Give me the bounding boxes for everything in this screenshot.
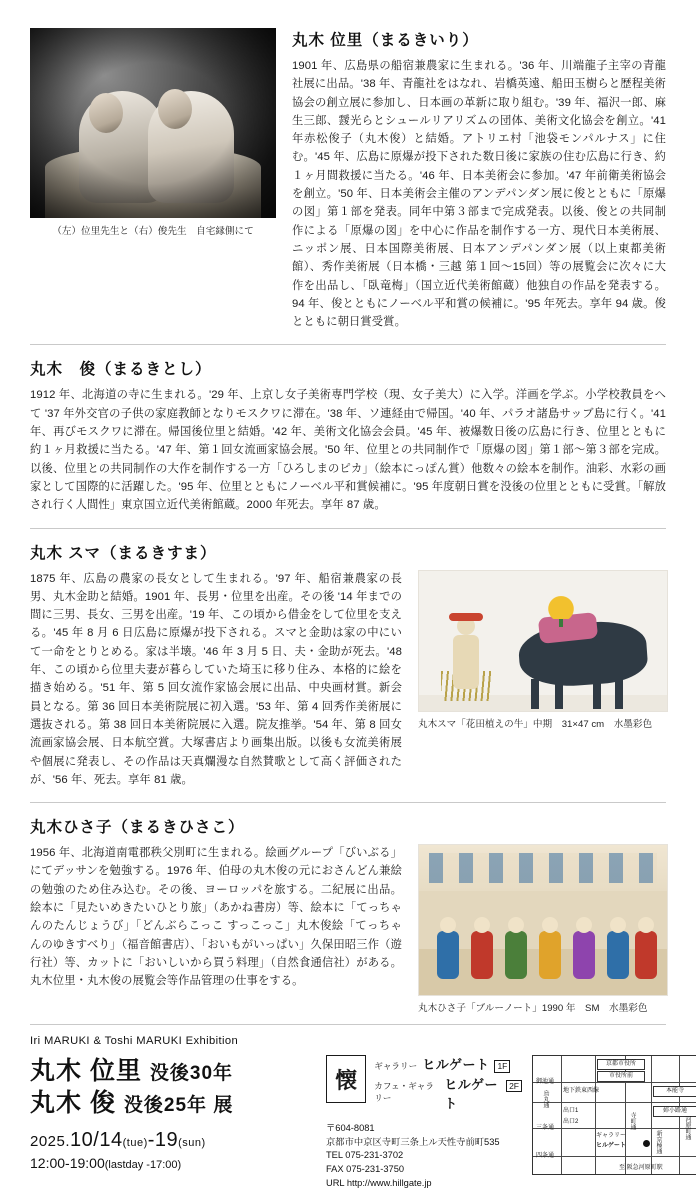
- exhibition-dates: [30, 1129, 316, 1152]
- artist-bio-suma: 1875 年、広島の農家の長女として生まれる。'97 年、船宿兼農家の長男、丸木金助と結婚。1901 年、長男・位里を出産。その後 '14 年までの間に三男、長女、三男を出産。'19 年、この頃から借金をして位里を支える。'45 年 8 月 6 日広島に原爆が投下される。スマと金助は家の中にいて一命をとりとめる。家は半壊。'46 年 3 月 5 日、夫・金助が死去。'48 年、この頃から位里夫妻が暮らしていた埼玉に移り住み、本格的に絵を描き始める。'51 年、第 5 回女流作家協会展に出品、中央画材賞。新会員となる。第 36 回日本美術院展に初入選。'53 年、第 4 回秀作美術展に選抜される。第 38 回日本美術院展に入選。院友推挙。'54 年、第 8 回女流画家協会展、日本航空賞。大塚書店より画集出版。以後も女流美術展や個展に発表し、その作品は天真爛漫な自然賛歌として高く評価されたが、'56 年、死去。享年 81 歳。: [30, 572, 402, 786]
- gallery-name: ヒルゲート: [444, 1076, 498, 1112]
- photo-column: [30, 28, 276, 237]
- gallery-floor: 1F: [494, 1060, 510, 1073]
- iri-text-column: [292, 28, 666, 331]
- artist-name-toshi: 丸木 俊（まるきとし）: [30, 361, 212, 379]
- map-location-pin: [643, 1140, 650, 1147]
- artwork-suma-image: [418, 570, 668, 712]
- section-suma: [30, 541, 666, 790]
- gallery-info-column: [326, 1055, 522, 1191]
- portrait-photo: [30, 28, 276, 218]
- title-anniversary-1: 没後30年: [149, 1063, 234, 1085]
- map-label-to-hankyu: 至 阪急河原町駅: [619, 1165, 663, 1172]
- artwork-hisako-caption: 丸木ひさ子「ブルーノート」1990 年 SM 水墨彩色: [418, 1003, 648, 1015]
- map-label-shiyakushomae: 市役所前: [597, 1071, 645, 1082]
- map-label-teramachi: 寺町通: [629, 1112, 635, 1131]
- portrait-photo-caption: （左）位里先生と（右）俊先生 自宅縁側にて: [52, 226, 254, 237]
- exhibition-title-line-2: [30, 1087, 316, 1119]
- exhibition-info-block: [30, 1024, 690, 1191]
- artwork-hisako-image: [418, 844, 668, 996]
- map-label-oike: 御池通: [536, 1079, 555, 1086]
- address-tel: TEL 075-231-3702: [326, 1150, 404, 1161]
- map-label-exit1: 出口1: [563, 1108, 579, 1115]
- artist-name-suma: 丸木 スマ（まるきすま）: [30, 544, 217, 562]
- artwork-suma-column: [418, 570, 666, 730]
- map-label-honnoji: 本能寺: [653, 1086, 696, 1097]
- gallery-floor: 2F: [506, 1080, 522, 1093]
- artist-bio-hisako: 1956 年、北海道南電郡秩父別町に生まれる。絵画グループ「びいぶる」にてデッサンを勉強する。1976 年、伯母の丸木俊の元におさんどん兼絵の勉強のため住み込む。その後、ヨーロッパを旅する。二紀展に出品。絵本に「見たいめきたいひとり旅」（あかね書房）等、絵本に「てっちゃんのたんじょうび」「どんぶらこっこ すっこっこ」丸木俊絵「てっちゃんのゆきすべり」（福音館書店）、「おいもがいっぱい」久保田昭三作（遊行社）等、カットに「おいしいから買う料理」（自然食通信社）がある。丸木位里・丸木俊の展覧会等作品管理の仕事をする。: [30, 847, 402, 988]
- section-hisako: [30, 815, 666, 1014]
- title-anniversary-2: 没後25年 展: [123, 1095, 234, 1117]
- map-label-kawaramachi: 河原町通: [684, 1116, 690, 1141]
- gallery-kind: ギャラリー: [374, 1061, 418, 1072]
- divider-3: [30, 802, 666, 803]
- hours-note: (lastday -17:00): [104, 1159, 182, 1172]
- map-label-hillgate: ヒルゲート: [596, 1143, 626, 1150]
- gallery-logo: 懐: [326, 1055, 366, 1103]
- artwork-hisako-column: [418, 844, 666, 1014]
- artist-bio-iri: 1901 年、広島県の船宿兼農家に生まれる。'36 年、川端龍子主宰の青龍社展に出品。'38 年、青龍社をはなれ、岩橋英遠、船田玉樹らと歴程美術協会の創立展に参加し、日本画の革新に取り組む。'39 年、福沢一郎、麻生三郎、靉光らとシュールリアリズムの団体、美術文化協会を創立。'41 年赤松俊子（丸木俊）と結婚。アトリエ村「池袋モンパルナス」に住む。'45 年、広島に原爆が投下された数日後に家族の住む広島に行き、約１ヶ月間救援に当たる。'46 年、日本美術会に参加。'47 年前衛美術協会を創立。'50 年、日本美術会主催のアンデパンダン展に俊とともに「原爆の図」第１部を発表。同年中第３部まで完成発表。以後、俊との共同制作による「原爆の図」を中心に作品を制作する一方、現代日本美術展、ニッポン展、日本国際美術展、日本アンデパンダン展（以上東都美術館）、秀作美術展（日本橋・三越 第１回～15回）等の展覧会に次々に大作を出品し、「臥竜梅」（国立近代美術館蔵）他独自の作品を発表する。94 年、俊とともにノーベル平和賞の候補に。'95 年死去。享年 94 歳。俊とともに朝日賞受賞。: [292, 60, 666, 329]
- gallery-row: [374, 1075, 522, 1114]
- exhibition-title-line-1: [30, 1055, 316, 1087]
- artist-name-hisako: 丸木ひさ子（まるきひさこ）: [30, 819, 245, 837]
- map-label-karasuma: 烏丸通: [542, 1090, 548, 1109]
- date-year: 2025.: [30, 1133, 71, 1151]
- gallery-name-list: [374, 1055, 522, 1114]
- hours-value: 12:00-19:00: [30, 1155, 105, 1172]
- date-end-weekday: (sun): [178, 1137, 206, 1150]
- artist-name-iri: 丸木 位里（まるきいり）: [292, 32, 479, 49]
- map-label-city-hall: 京都市役所: [597, 1059, 645, 1070]
- map-label-shinkyogoku: 新京極通: [655, 1130, 661, 1155]
- artist-bio-toshi: 1912 年、北海道の寺に生まれる。'29 年、上京し女子美術専門学校（現、女子美大）に入学。洋画を学ぶ。小学校教員をへて '37 年外交官の子供の家庭教師となりモスクワに滞在。'38 年、ソ連経由で帰国。'40 年、パラオ諸島サッブ島に行く。'41 年、再びモスクワに滞在。帰国後位里と結婚。'42 年、美術文化協会会員。'45 年、被爆数日後の広島に行き、位里とともに約１ヶ月救援に当たる。'47 年、第１回女流画家協会展。'50 年、位里との共同制作で「原爆の図」第１部～第３部を完成。以後、位里との共同制作の大作を制作する一方「ひろしまのピカ」（絵本にっぽん賞）他数々の絵本を制作。油彩、水彩の画家として国際的に活躍した。'95 年、位里とともにノーベル平和賞候補に。'95 年度朝日賞を没後の位里とともに受賞。「解放され行く人間性」東京国立近代美術館蔵。2000 年死去。享年 87 歳。: [30, 389, 666, 512]
- gallery-row: [374, 1055, 522, 1075]
- location-map: [532, 1055, 696, 1175]
- title-artist-2: 丸木 俊: [30, 1089, 116, 1118]
- map-label-sanjo: 三条通: [536, 1125, 555, 1132]
- gallery-address: [326, 1122, 522, 1191]
- map-label-subway-line: 地下鉄東西線: [563, 1088, 600, 1095]
- map-label-anekouji: 姉小路通: [653, 1106, 696, 1117]
- divider-1: [30, 344, 666, 345]
- exhibition-title-en: Iri MARUKI & Toshi MARUKI Exhibition: [30, 1035, 239, 1048]
- date-end: -19: [147, 1129, 179, 1152]
- section-toshi: [30, 357, 666, 514]
- map-label-exit2: 出口2: [563, 1119, 579, 1126]
- address-fax: FAX 075-231-3750: [326, 1164, 405, 1175]
- address-street: 京都市中京区寺町三条上ル天性寺前町535: [326, 1136, 500, 1147]
- exhibition-hours: [30, 1155, 316, 1171]
- date-start-weekday: (tue): [122, 1137, 148, 1150]
- date-start: 10/14: [70, 1129, 123, 1152]
- divider-2: [30, 528, 666, 529]
- gallery-kind: カフェ・ギャラリー: [374, 1080, 434, 1104]
- section-iri: [30, 28, 666, 331]
- exhibition-title-column: [30, 1055, 316, 1171]
- title-artist-1: 丸木 位里: [30, 1057, 142, 1086]
- map-label-gallery: ギャラリー: [596, 1133, 627, 1140]
- map-column: [532, 1055, 696, 1175]
- address-url[interactable]: URL http://www.hillgate.jp: [326, 1178, 432, 1189]
- map-label-shijo: 四条通: [536, 1153, 555, 1160]
- artwork-suma-caption: 丸木スマ「花田植えの牛」中期 31×47 cm 水墨彩色: [418, 718, 653, 730]
- gallery-name: ヒルゲート: [422, 1057, 490, 1073]
- address-postcode: 〒604-8081: [326, 1122, 375, 1133]
